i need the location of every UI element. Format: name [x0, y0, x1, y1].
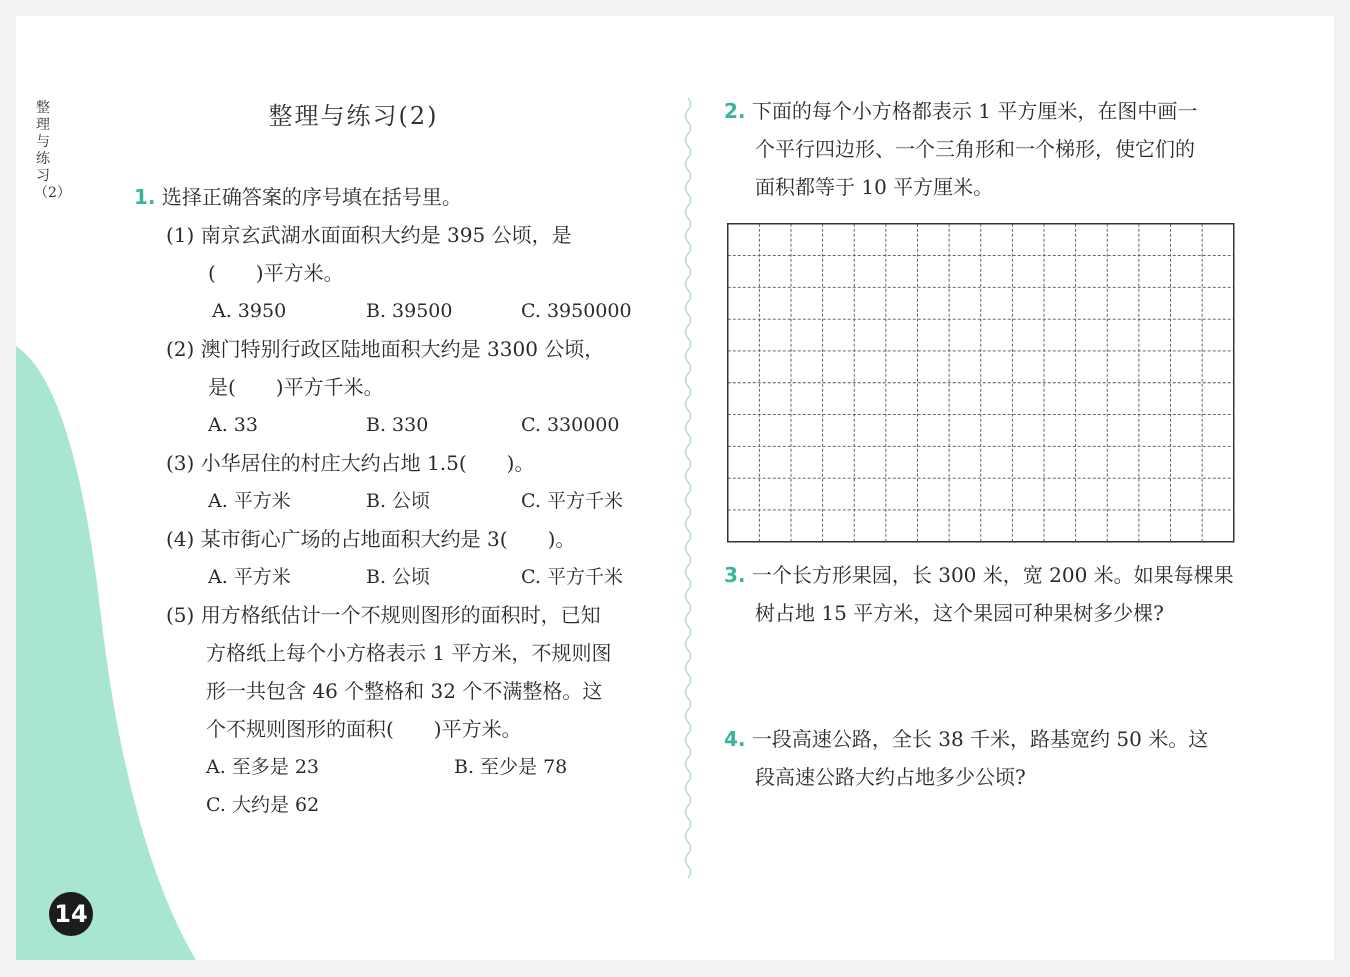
q1-item-4-option-b: B. 公顷: [366, 566, 431, 588]
question-2: [724, 92, 1197, 130]
q1-item-1-line2: ( )平方米。: [208, 261, 344, 285]
q1-item-1-option-c: C. 3950000: [521, 300, 632, 322]
question-1: [134, 178, 462, 216]
q1-item-2-line1: (2) 澳门特别行政区陆地面积大约是 3300 公顷，: [166, 337, 605, 361]
q1-item-2-line2: 是( )平方千米。: [208, 375, 384, 399]
question-2-line2: 个平行四边形、一个三角形和一个梯形，使它们的: [755, 137, 1195, 161]
page-title: 整理与练习(2): [268, 102, 439, 130]
grid-lines: [728, 224, 1234, 542]
question-1-prompt: 选择正确答案的序号填在括号里。: [161, 185, 462, 209]
page-number-badge: 14: [49, 892, 93, 936]
q1-item-5-line3: 形一共包含 46 个整格和 32 个不满整格。这: [206, 679, 603, 703]
question-3-number: 3.: [724, 563, 746, 587]
q1-item-2-option-c: C. 330000: [521, 414, 620, 436]
question-2-number: 2.: [724, 99, 746, 123]
question-4: [724, 720, 1208, 758]
q1-item-5-line2: 方格纸上每个小方格表示 1 平方米，不规则图: [206, 641, 612, 665]
question-4-line1: 一段高速公路，全长 38 千米，路基宽约 50 米。这: [751, 727, 1209, 751]
q1-item-2-option-b: B. 330: [366, 414, 429, 436]
q1-item-5-option-a: A. 至多是 23: [206, 756, 320, 778]
q1-item-4-option-c: C. 平方千米: [521, 566, 623, 588]
question-1-number: 1.: [134, 185, 156, 209]
column-divider: [681, 98, 695, 878]
q1-item-1-option-b: B. 39500: [366, 300, 453, 322]
q1-item-1-option-a: A. 3950: [212, 300, 287, 322]
q1-item-2-option-a: A. 33: [208, 414, 258, 436]
workbook-page: [16, 16, 1334, 960]
q1-item-3-option-c: C. 平方千米: [521, 490, 623, 512]
q1-item-5-line1: (5) 用方格纸估计一个不规则图形的面积时，已知: [166, 603, 601, 627]
q1-item-5-option-b: B. 至少是 78: [454, 756, 568, 778]
q1-item-4-option-a: A. 平方米: [208, 566, 291, 588]
section-side-label: 整理与练习（2）: [34, 100, 71, 201]
square-grid[interactable]: [727, 223, 1235, 543]
q1-item-5-line4: 个不规则图形的面积( )平方米。: [206, 717, 522, 741]
question-2-line3: 面积都等于 10 平方厘米。: [755, 175, 994, 199]
q1-item-1-line1: (1) 南京玄武湖水面面积大约是 395 公顷，是: [166, 223, 572, 247]
question-2-line1: 下面的每个小方格都表示 1 平方厘米，在图中画一: [751, 99, 1198, 123]
q1-item-3-line1: (3) 小华居住的村庄大约占地 1.5( )。: [166, 451, 535, 475]
question-4-number: 4.: [724, 727, 746, 751]
question-3-line1: 一个长方形果园，长 300 米，宽 200 米。如果每棵果: [751, 563, 1234, 587]
question-3: [724, 556, 1234, 594]
q1-item-3-option-a: A. 平方米: [208, 490, 291, 512]
q1-item-5-option-c: C. 大约是 62: [206, 794, 320, 816]
question-4-line2: 段高速公路大约占地多少公顷?: [755, 765, 1026, 789]
question-3-line2: 树占地 15 平方米，这个果园可种果树多少棵?: [755, 601, 1164, 625]
q1-item-4-line1: (4) 某市街心广场的占地面积大约是 3( )。: [166, 527, 576, 551]
q1-item-3-option-b: B. 公顷: [366, 490, 431, 512]
